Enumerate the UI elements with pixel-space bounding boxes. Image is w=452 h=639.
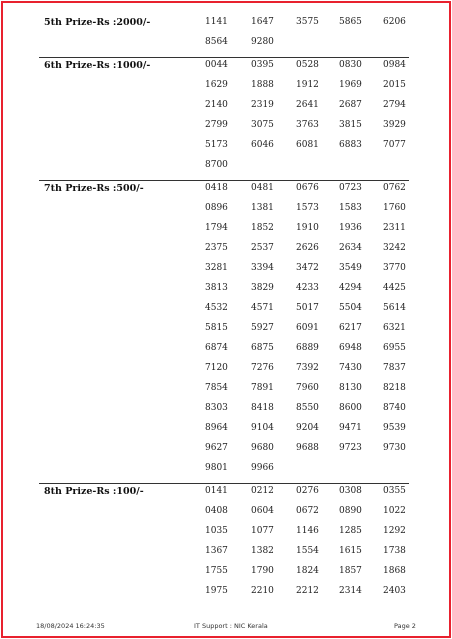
winning-number: 5815 [205,323,228,333]
winning-number: 3281 [205,263,228,273]
winning-number: 6875 [251,343,274,353]
winning-number: 5927 [251,323,274,333]
winning-number: 3242 [383,243,406,253]
winning-number: 0830 [339,60,362,70]
winning-number: 6046 [251,140,274,150]
winning-number: 2015 [383,80,406,90]
prize-title: 5th Prize-Rs :2000/- [44,17,151,28]
number-row [0,443,452,457]
winning-number: 4571 [251,303,274,313]
winning-number: 2319 [251,100,274,110]
winning-number: 6883 [339,140,362,150]
winning-number: 1790 [251,566,274,576]
section-divider [39,180,409,181]
winning-number: 0528 [296,60,319,70]
winning-number: 0762 [383,183,406,193]
number-row [0,546,452,560]
number-row [0,183,452,197]
winning-number: 7276 [251,363,274,373]
winning-number: 1647 [251,17,274,27]
winning-number: 3929 [383,120,406,130]
section-divider [39,483,409,484]
winning-number: 1615 [339,546,362,556]
winning-number: 6081 [296,140,319,150]
winning-number: 0395 [251,60,274,70]
winning-number: 8564 [205,37,228,47]
winning-number: 3075 [251,120,274,130]
winning-number: 0044 [205,60,228,70]
page-border [1,1,451,638]
winning-number: 9280 [251,37,274,47]
winning-number: 3394 [251,263,274,273]
winning-number: 8700 [205,160,228,170]
winning-number: 1755 [205,566,228,576]
winning-number: 1975 [205,586,228,596]
number-row [0,463,452,477]
winning-number: 5173 [205,140,228,150]
footer-timestamp: 18/08/2024 16:24:35 [36,622,105,630]
winning-number: 0723 [339,183,362,193]
winning-number: 2799 [205,120,228,130]
winning-number: 3549 [339,263,362,273]
winning-number: 1824 [296,566,319,576]
winning-number: 7392 [296,363,319,373]
winning-number: 9204 [296,423,319,433]
winning-number: 7960 [296,383,319,393]
winning-number: 8218 [383,383,406,393]
winning-number: 2641 [296,100,319,110]
winning-number: 2537 [251,243,274,253]
prize-title: 8th Prize-Rs :100/- [44,486,144,497]
number-row [0,423,452,437]
prize-title: 7th Prize-Rs :500/- [44,183,144,194]
winning-number: 9723 [339,443,362,453]
number-row [0,526,452,540]
number-row [0,283,452,297]
winning-number: 9104 [251,423,274,433]
winning-number: 4294 [339,283,362,293]
winning-number: 0896 [205,203,228,213]
winning-number: 5017 [296,303,319,313]
number-row [0,566,452,580]
winning-number: 8130 [339,383,362,393]
winning-number: 0418 [205,183,228,193]
winning-number: 0355 [383,486,406,496]
number-row [0,323,452,337]
winning-number: 1292 [383,526,406,536]
winning-number: 5865 [339,17,362,27]
winning-number: 2403 [383,586,406,596]
winning-number: 4425 [383,283,406,293]
winning-number: 7120 [205,363,228,373]
winning-number: 1629 [205,80,228,90]
number-row [0,160,452,174]
winning-number: 6948 [339,343,362,353]
winning-number: 5614 [383,303,406,313]
number-row [0,343,452,357]
winning-number: 1760 [383,203,406,213]
winning-number: 0212 [251,486,274,496]
winning-number: 6889 [296,343,319,353]
winning-number: 1022 [383,506,406,516]
footer-page-number: Page 2 [394,622,416,630]
winning-number: 0481 [251,183,274,193]
winning-number: 0308 [339,486,362,496]
number-row [0,303,452,317]
prize-title: 6th Prize-Rs :1000/- [44,60,151,71]
footer-support: IT Support : NIC Kerala [194,622,268,630]
number-row [0,120,452,134]
winning-number: 1285 [339,526,362,536]
winning-number: 7891 [251,383,274,393]
winning-number: 4233 [296,283,319,293]
winning-number: 1910 [296,223,319,233]
winning-number: 9471 [339,423,362,433]
winning-number: 8418 [251,403,274,413]
winning-number: 8964 [205,423,228,433]
winning-number: 0676 [296,183,319,193]
winning-number: 7430 [339,363,362,373]
winning-number: 6321 [383,323,406,333]
winning-number: 7077 [383,140,406,150]
number-row [0,60,452,74]
winning-number: 2634 [339,243,362,253]
winning-number: 1852 [251,223,274,233]
winning-number: 9688 [296,443,319,453]
winning-number: 2687 [339,100,362,110]
winning-number: 1035 [205,526,228,536]
winning-number: 9539 [383,423,406,433]
winning-number: 0604 [251,506,274,516]
winning-number: 6955 [383,343,406,353]
number-row [0,243,452,257]
winning-number: 1077 [251,526,274,536]
number-row [0,486,452,500]
winning-number: 8740 [383,403,406,413]
number-row [0,100,452,114]
winning-number: 2210 [251,586,274,596]
winning-number: 4532 [205,303,228,313]
winning-number: 0672 [296,506,319,516]
winning-number: 2626 [296,243,319,253]
winning-number: 1583 [339,203,362,213]
number-row [0,80,452,94]
number-row [0,203,452,217]
winning-number: 3575 [296,17,319,27]
winning-number: 1794 [205,223,228,233]
winning-number: 8600 [339,403,362,413]
winning-number: 1936 [339,223,362,233]
winning-number: 3472 [296,263,319,273]
winning-number: 1857 [339,566,362,576]
winning-number: 1141 [205,17,228,27]
number-row [0,363,452,377]
winning-number: 0408 [205,506,228,516]
winning-number: 9627 [205,443,228,453]
winning-number: 2311 [383,223,406,233]
winning-number: 7854 [205,383,228,393]
winning-number: 9966 [251,463,274,473]
winning-number: 7837 [383,363,406,373]
number-row [0,223,452,237]
number-row [0,506,452,520]
number-row [0,37,452,51]
winning-number: 8303 [205,403,228,413]
number-row [0,586,452,600]
number-row [0,383,452,397]
winning-number: 2212 [296,586,319,596]
number-row [0,263,452,277]
winning-number: 1888 [251,80,274,90]
winning-number: 1381 [251,203,274,213]
winning-number: 6217 [339,323,362,333]
winning-number: 9680 [251,443,274,453]
number-row [0,17,452,31]
winning-number: 2314 [339,586,362,596]
winning-number: 1738 [383,546,406,556]
section-divider [39,57,409,58]
winning-number: 0141 [205,486,228,496]
winning-number: 0984 [383,60,406,70]
winning-number: 1573 [296,203,319,213]
winning-number: 6874 [205,343,228,353]
winning-number: 1912 [296,80,319,90]
number-row [0,403,452,417]
winning-number: 3815 [339,120,362,130]
winning-number: 0890 [339,506,362,516]
winning-number: 3829 [251,283,274,293]
number-row [0,140,452,154]
winning-number: 6206 [383,17,406,27]
winning-number: 9730 [383,443,406,453]
winning-number: 2140 [205,100,228,110]
winning-number: 1554 [296,546,319,556]
winning-number: 1969 [339,80,362,90]
winning-number: 6091 [296,323,319,333]
winning-number: 2375 [205,243,228,253]
winning-number: 5504 [339,303,362,313]
winning-number: 8550 [296,403,319,413]
winning-number: 1382 [251,546,274,556]
winning-number: 3763 [296,120,319,130]
winning-number: 1146 [296,526,319,536]
winning-number: 3770 [383,263,406,273]
winning-number: 1367 [205,546,228,556]
winning-number: 0276 [296,486,319,496]
winning-number: 3813 [205,283,228,293]
winning-number: 1868 [383,566,406,576]
winning-number: 9801 [205,463,228,473]
winning-number: 2794 [383,100,406,110]
